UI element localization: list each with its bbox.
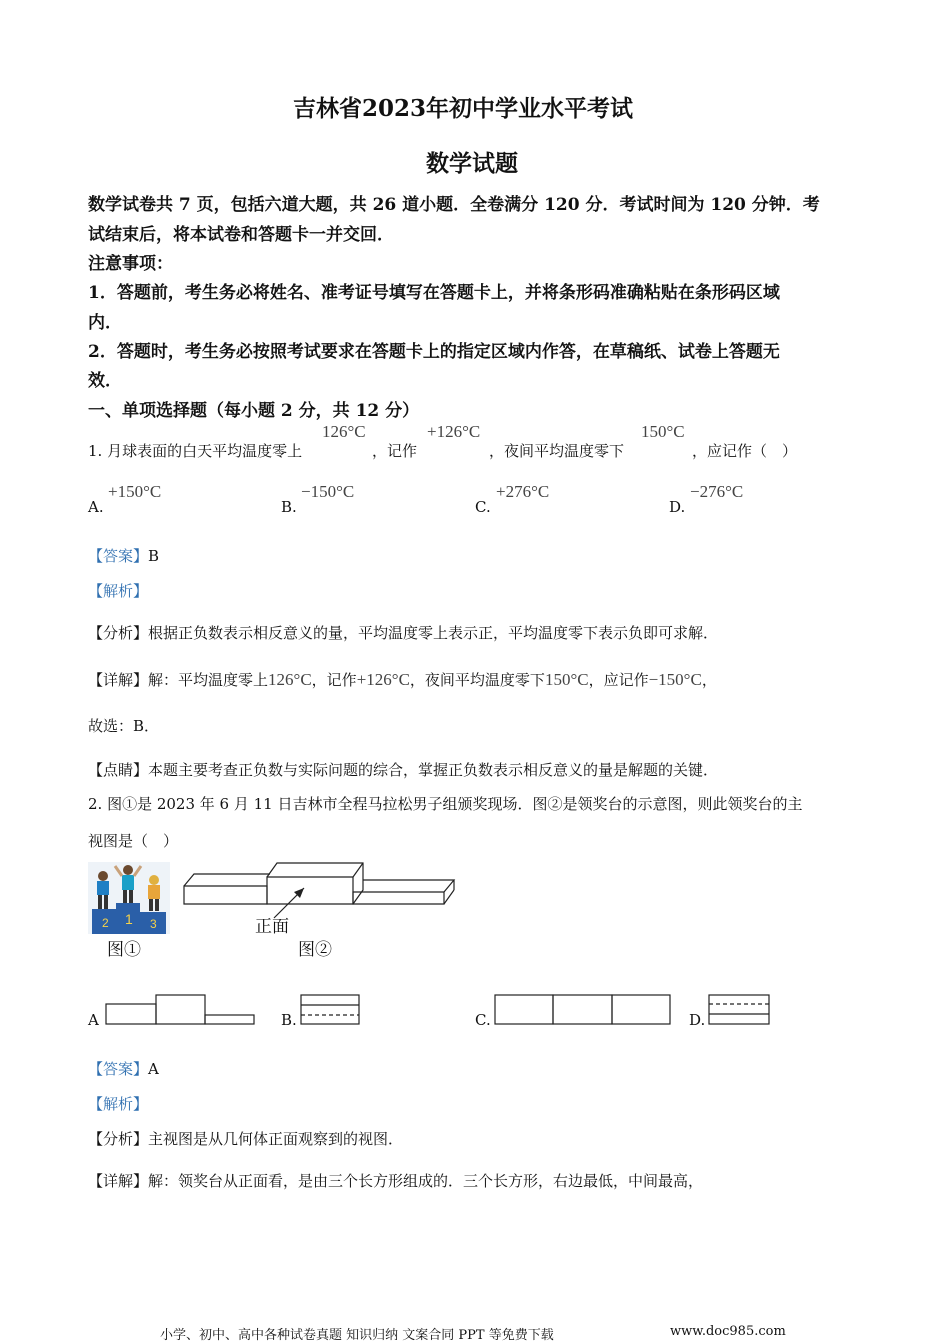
q1-option-b-value: −150°C (301, 482, 355, 501)
q1-answer (88, 545, 159, 566)
instructions-line2: 试结束后，将本试卷和答题卡一并交回． (88, 225, 394, 245)
fig1-label: 图① (107, 940, 141, 960)
q1-option-a-letter: A. (88, 498, 104, 516)
exam-title: 吉林省2023年初中学业水平考试 (293, 95, 634, 122)
q2-option-c-figure (494, 994, 674, 1026)
podium-photo-figure (88, 862, 170, 934)
q2-answer (88, 1058, 159, 1079)
q2-line1: 2. 图①是 2023 年 6 月 11 日吉林市全程马拉松男子组颁奖现场．图②是领奖台的示意图，则此领奖台的主 (88, 795, 803, 813)
q2-analysis-tag: 【解析】 (88, 1095, 149, 1113)
note2-line1: 2．答题时，考生务必按照考试要求在答题卡上的指定区域内作答，在草稿纸、试卷上答题无 (88, 342, 780, 362)
q1-text-b: ，记作 (372, 442, 418, 460)
q2-xiangjie (88, 1170, 703, 1191)
q2-option-a-figure (105, 994, 257, 1026)
xiangjie-tag: 【详解】 (88, 1172, 149, 1190)
q1-math-b: +126°C (427, 422, 481, 441)
podium-number-1: 1 (125, 911, 133, 927)
q1-xiangjie (88, 669, 717, 690)
fenxi-text: 主视图是从几何体正面观察到的视图． (148, 1130, 404, 1148)
fig2-label: 图② (298, 940, 332, 960)
podium-number-3: 3 (150, 917, 157, 931)
xiangjie-text-d: ，应记作 (588, 671, 649, 689)
xiangjie-text-c: ，夜间平均温度零下 (409, 671, 545, 689)
q1-text-d: ，应记作（ ） (692, 442, 798, 460)
podium-number-2: 2 (102, 916, 109, 930)
podium-schematic-figure (180, 860, 460, 940)
q1-fenxi (88, 622, 718, 643)
q1-option-c-value: +276°C (496, 482, 550, 501)
q1-analysis-tag: 【解析】 (88, 582, 149, 600)
xiangjie-text-e: ， (701, 671, 717, 689)
dianjing-tag: 【点睛】 (88, 761, 149, 779)
answer-value: B (148, 547, 160, 565)
q1-option-d-value: −276°C (690, 482, 744, 501)
note1-line2: 内． (88, 313, 122, 333)
xiangjie-math-1: 126°C (268, 670, 312, 689)
q2-option-c-letter: C. (475, 1011, 491, 1029)
q2-option-a-letter: A (88, 1011, 99, 1029)
instructions-line1: 数学试卷共 7 页，包括六道大题，共 26 道小题．全卷满分 120 分．考试时间为 120 分钟．考 (88, 195, 820, 215)
q2-option-b-figure (300, 994, 362, 1026)
footer-url[interactable]: www.doc985.com (670, 1324, 786, 1339)
xiangjie-math-3: 150°C (544, 670, 589, 689)
q1-option-d-letter: D. (669, 498, 686, 516)
note2-line2: 效． (88, 371, 122, 391)
notice-heading: 注意事项： (88, 254, 173, 274)
q1-option-b-letter: B. (281, 498, 297, 516)
xiangjie-math-4: −150°C (648, 670, 702, 689)
fenxi-tag: 【分析】 (88, 1130, 149, 1148)
answer-tag: 【答案】 (88, 547, 149, 565)
q2-option-b-letter: B. (281, 1011, 297, 1029)
note1-line1: 1．答题前，考生务必将姓名、准考证号填写在答题卡上，并将条形码准确粘贴在条形码区域 (88, 283, 780, 303)
answer-value: A (148, 1060, 159, 1078)
xiangjie-text-b: ，记作 (311, 671, 357, 689)
xiangjie-math-2: +126°C (356, 670, 410, 689)
q1-math-c: 150°C (641, 422, 685, 441)
fenxi-tag: 【分析】 (88, 624, 149, 642)
section1-heading: 一、单项选择题（每小题 2 分，共 12 分） (88, 401, 420, 421)
q1-guxuan: 故选：B． (88, 717, 160, 735)
q2-option-d-letter: D. (689, 1011, 706, 1029)
q1-text-c: ，夜间平均温度零下 (489, 442, 625, 460)
fenxi-text: 根据正负数表示相反意义的量，平均温度零上表示正，平均温度零下表示负即可求解． (148, 624, 719, 642)
front-label: 正面 (255, 917, 289, 937)
xiangjie-text: 解：领奖台从正面看，是由三个长方形组成的．三个长方形，右边最低，中间最高， (148, 1172, 704, 1190)
xiangjie-text-a: 解：平均温度零上 (148, 671, 269, 689)
q1-option-a-value: +150°C (108, 482, 162, 501)
q2-fenxi (88, 1128, 403, 1149)
xiangjie-tag: 【详解】 (88, 671, 149, 689)
q2-option-d-figure (708, 994, 772, 1026)
dianjing-text: 本题主要考查正负数与实际问题的综合，掌握正负数表示相反意义的量是解题的关键． (148, 761, 719, 779)
q2-line2: 视图是（ ） (88, 832, 179, 850)
q1-option-c-letter: C. (475, 498, 491, 516)
q1-math-a: 126°C (322, 422, 366, 441)
answer-tag: 【答案】 (88, 1060, 149, 1078)
footer-text: 小学、初中、高中各种试卷真题 知识归纳 文案合同 PPT 等免费下载 (160, 1328, 554, 1343)
q1-text-a: 1. 月球表面的白天平均温度零上 (88, 442, 303, 460)
exam-subtitle: 数学试题 (426, 150, 518, 177)
q1-dianjing (88, 759, 718, 780)
